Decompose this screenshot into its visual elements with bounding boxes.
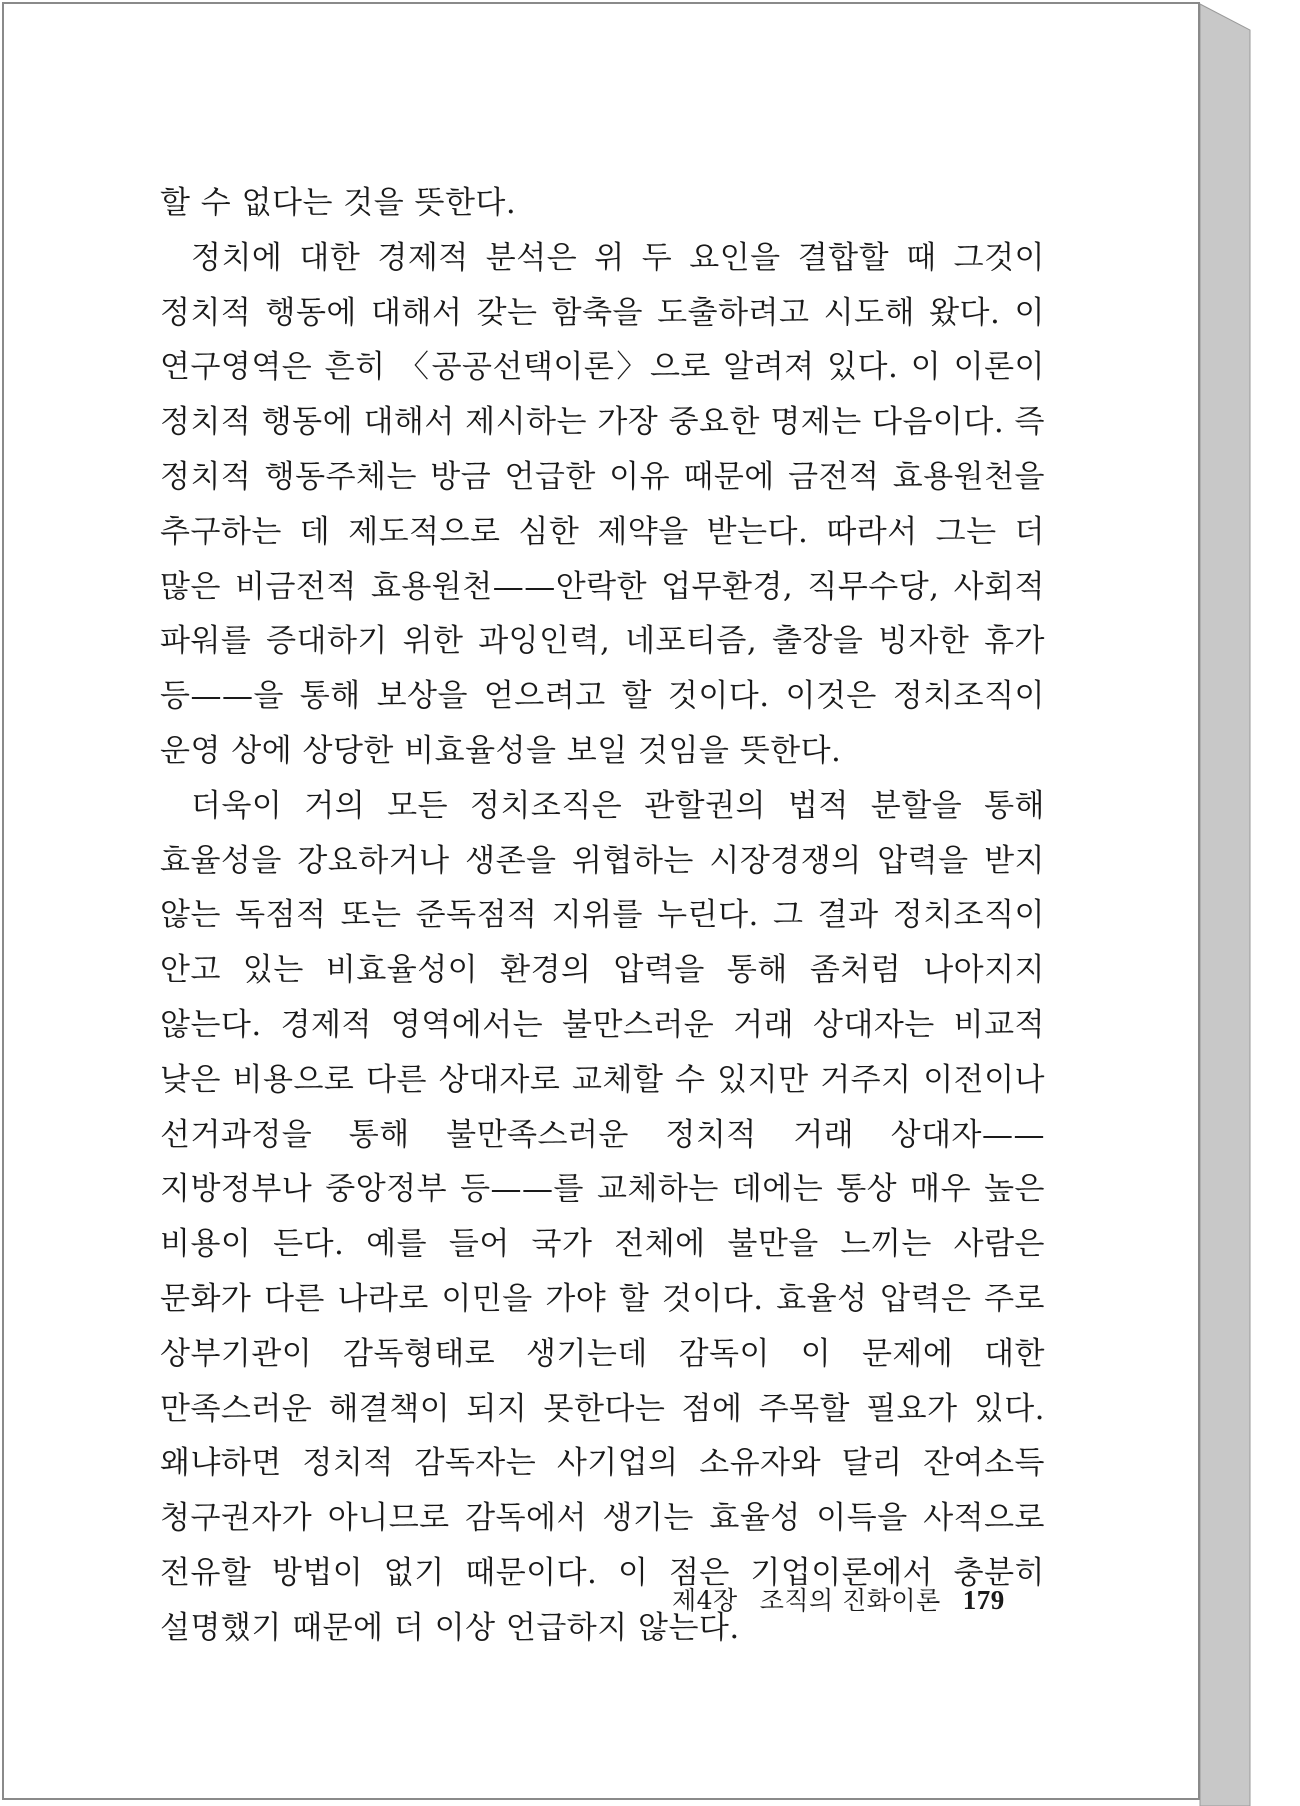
paragraph-3: 더욱이 거의 모든 정치조직은 관할권의 법적 분할을 통해 효율성을 강요하거나 생존을 위협하는 시장경쟁의 압력을 받지 않는 독점적 또는 준독점적 지위를 누린다. 그 결과 정치조직이 안고 있는 비효율성이 환경의 압력을 통해 좀처럼 나아지지 않는다. 경제적 영역에서는 불만스러운 거래 상대자는 비교적 낮은 비용으로 다른 상대자로 교체할 수 있지만 거주지 이전이나 선거과정을 통해 불만족스러운 정치적 거래 상대자——지방정부나 중앙정부 등——를 교체하는 데에는 통상 매우 높은 비용이 든다. 예를 들어 국가 전체에 불만을 느끼는 사람은 문화가 다른 나라로 이민을 가야 할 것이다. 효율성 압력은 주로 상부기관이 감독형태로 생기는데 감독이 이 문제에 대한 만족스러운 해결책이 되지 못한다는 점에 주목할 필요가 있다. 왜냐하면 정치적 감독자는 사기업의 소유자와 달리 잔여소득 청구권자가 아니므로 감독에서 생기는 효율성 이득을 사적으로 전유할 방법이 없기 때문이다. 이 점은 기업이론에서 충분히 설명했기 때문에 더 이상 언급하지 않는다. [160,787,1045,1646]
chapter-title: 조직의 진화이론 [759,1586,941,1615]
body-text [160,176,1045,1656]
chapter-label: 제4장 [672,1586,738,1615]
running-footer [672,1581,1005,1617]
paragraph-2: 정치에 대한 경제적 분석은 위 두 요인을 결합할 때 그것이 정치적 행동에 대해서 갖는 함축을 도출하려고 시도해 왔다. 이 연구영역은 흔히 〈공공선택이론〉으로 알려져 있다. 이 이론이 정치적 행동에 대해서 제시하는 가장 중요한 명제는 다음이다. 즉 정치적 행동주체는 방금 언급한 이유 때문에 금전적 효용원천을 추구하는 데 제도적으로 심한 제약을 받는다. 따라서 그는 더 많은 비금전적 효용원천——안락한 업무환경, 직무수당, 사회적 파워를 증대하기 위한 과잉인력, 네포티즘, 출장을 빙자한 휴가 등——을 통해 보상을 얻으려고 할 것이다. 이것은 정치조직이 운영 상에 상당한 비효율성을 보일 것임을 뜻한다. [160,239,1045,769]
page-number: 179 [962,1585,1005,1615]
paragraph-1: 할 수 없다는 것을 뜻한다. [160,185,517,221]
